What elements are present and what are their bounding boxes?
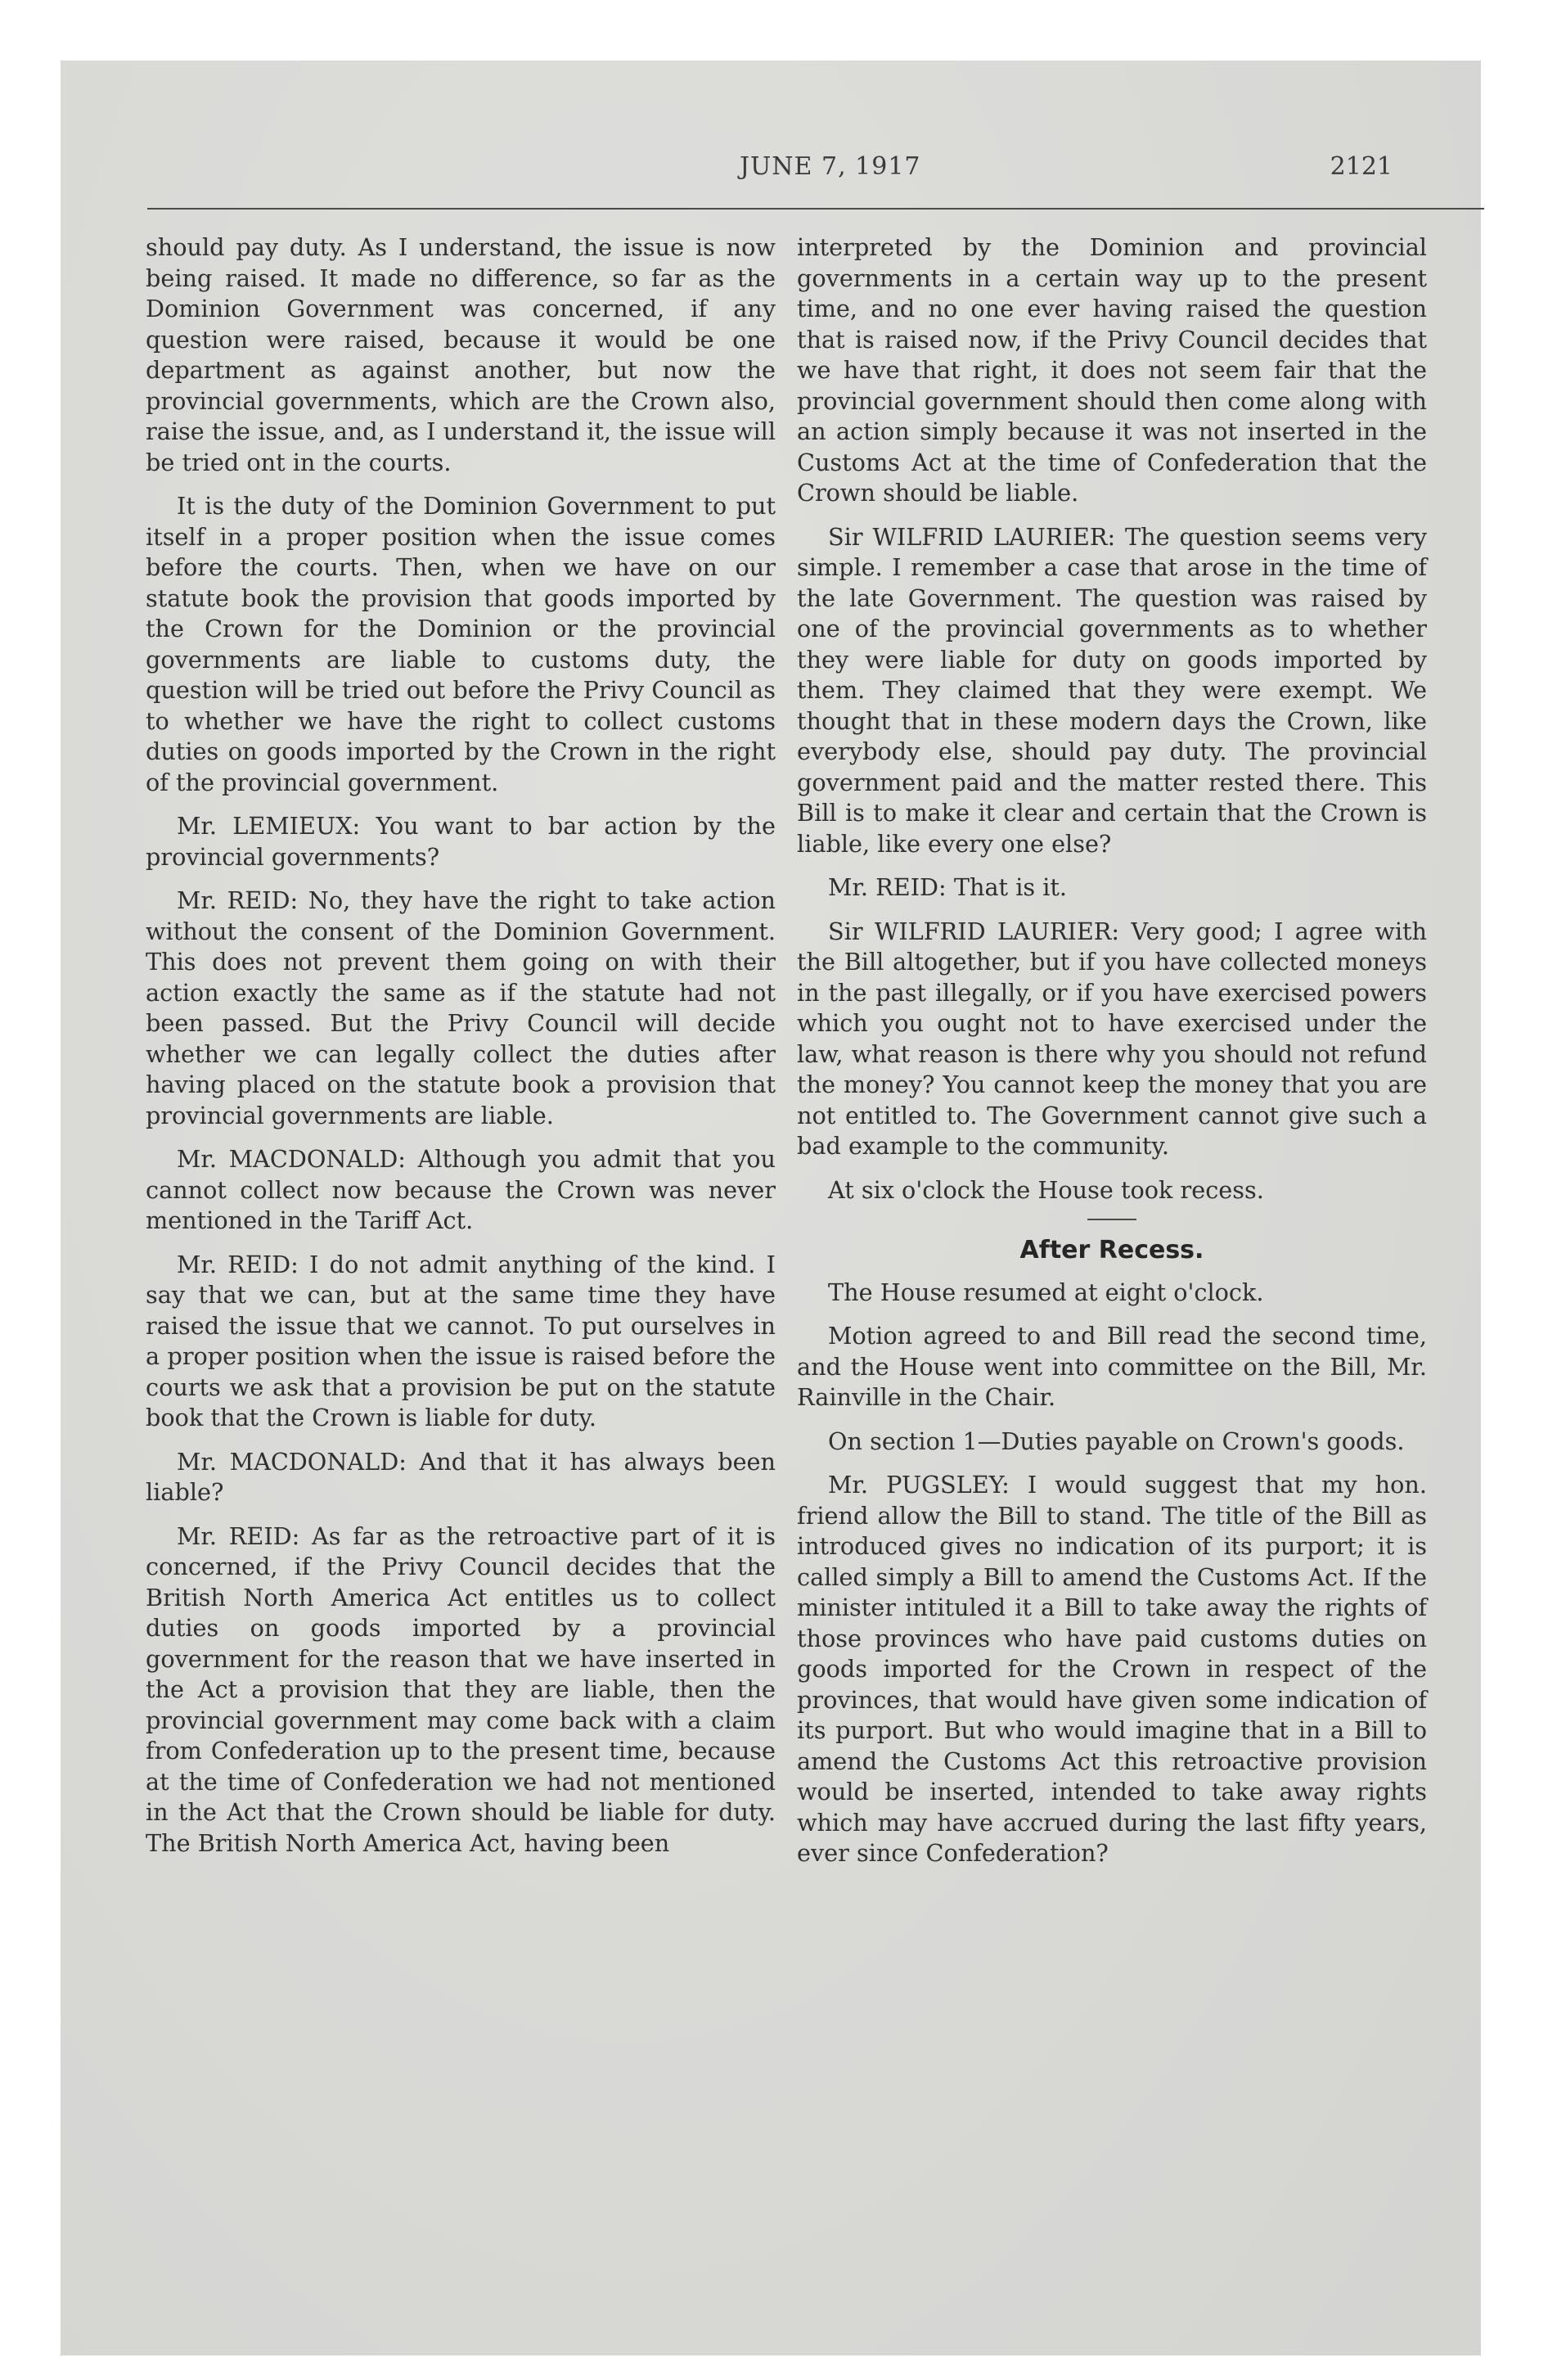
paragraph: Mr. REID: I do not admit anything of the kind. I say that we can, but at the same time they have raised the issue that we cannot. To put ourselves in a proper position when the issue is raised before the courts we ask that a provision be put on the statute book that the Crown is liable for duty. [146, 1250, 776, 1431]
paragraph: Mr. REID: No, they have the right to take action without the consent of the Dominion Government. This does not prevent them going on with their action exactly the same as if the statute had not been passed. But the Privy Council will decide whether we can legally collect the duties after having placed on the statute book a provision that provincial governments are liable. [146, 886, 776, 1129]
scanned-page [61, 61, 1481, 2355]
page-number: 2121 [1330, 152, 1393, 181]
paragraph: Sir WILFRID LAURIER: Very good; I agree with the Bill altogether, but if you have collected moneys in the past illegally, or if you have exercised powers which you ought not to have exercised under the law, what reason is there why you should not refund the money? You cannot keep the money that you are not entitled to. The Government cannot give such a bad example to the community. [797, 917, 1427, 1160]
paragraph: At six o'clock the House took recess. [828, 1175, 1264, 1204]
paragraph: Mr. PUGSLEY: I would suggest that my hon. friend allow the Bill to stand. The title of the Bill as introduced gives no indication of its purport; it is called simply a Bill to amend the Customs Act. If the minister intituled it a Bill to take away the rights of those provinces who have paid customs duties on goods imported for the Crown in respect of the provinces, that would have given some indication of its purport. But who would imagine that in a Bill to amend the Customs Act this retroactive provision would be inserted, intended to take away rights which may have accrued during the last fifty years, ever since Confederation? [797, 1471, 1427, 1867]
paragraph: Mr. MACDONALD: And that it has always been liable? [146, 1447, 776, 1506]
page-header [61, 152, 1481, 201]
page-date: JUNE 7, 1917 [740, 152, 921, 181]
recess-heading: After Recess. [1019, 1236, 1204, 1264]
paragraph: should pay duty. As I understand, the issue is now being raised. It made no difference, so far as the Dominion Government was concerned, if any question were raised, because it would be one department as against another, but now the provincial governments, which are the Crown also, raise the issue, and, as I understand it, the issue will be tried ont in the courts. [146, 233, 776, 476]
paragraph: Mr. REID: That is it. [828, 873, 1068, 901]
paragraph: The House resumed at eight o'clock. [828, 1278, 1264, 1306]
paragraph: On section 1—Duties payable on Crown's goods. [828, 1427, 1405, 1455]
paragraph: Motion agreed to and Bill read the second time, and the House went into committee on the Bill, Mr. Rainville in the Chair. [797, 1322, 1427, 1411]
left-column [146, 232, 776, 1872]
paragraph: Mr. LEMIEUX: You want to bar action by the provincial governments? [146, 812, 776, 871]
paragraph: Mr. MACDONALD: Although you admit that you cannot collect now because the Crown was never mentioned in the Tariff Act. [146, 1145, 776, 1234]
paragraph: It is the duty of the Dominion Government to put itself in a proper position when the issue comes before the courts. Then, when we have on our statute book the provision that goods imported by the Crown for the Dominion or the provincial governments are liable to customs duty, the question will be tried out before the Privy Council as to whether we have the right to collect customs duties on goods imported by the Crown in the right of the provincial government. [146, 492, 776, 796]
right-column [797, 232, 1427, 1882]
paragraph: Sir WILFRID LAURIER: The question seems very simple. I remember a case that arose in the time of the late Government. The question was raised by one of the provincial governments as to whether they were liable for duty on goods imported by them. They claimed that they were exempt. We thought that in these modern days the Crown, like everybody else, should pay duty. The provincial government paid and the matter rested there. This Bill is to make it clear and certain that the Crown is liable, like every one else? [797, 522, 1427, 858]
section-divider [1087, 1219, 1136, 1220]
header-rule [147, 208, 1484, 210]
paragraph: Mr. REID: As far as the retroactive part of it is concerned, if the Privy Council decides that the British North America Act entitles us to collect duties on goods imported by a provincial government for the reason that we have inserted in the Act a provision that they are liable, then the provincial government may come back with a claim from Confederation up to the present time, because at the time of Confederation we had not mentioned in the Act that the Crown should be liable for duty. The British North America Act, having been [146, 1521, 776, 1857]
paragraph: interpreted by the Dominion and provincial governments in a certain way up to the present time, and no one ever having raised the question that is raised now, if the Privy Council decides that we have that right, it does not seem fair that the provincial government should then come along with an action simply because it was not inserted in the Customs Act at the time of Confederation that the Crown should be liable. [797, 233, 1427, 507]
